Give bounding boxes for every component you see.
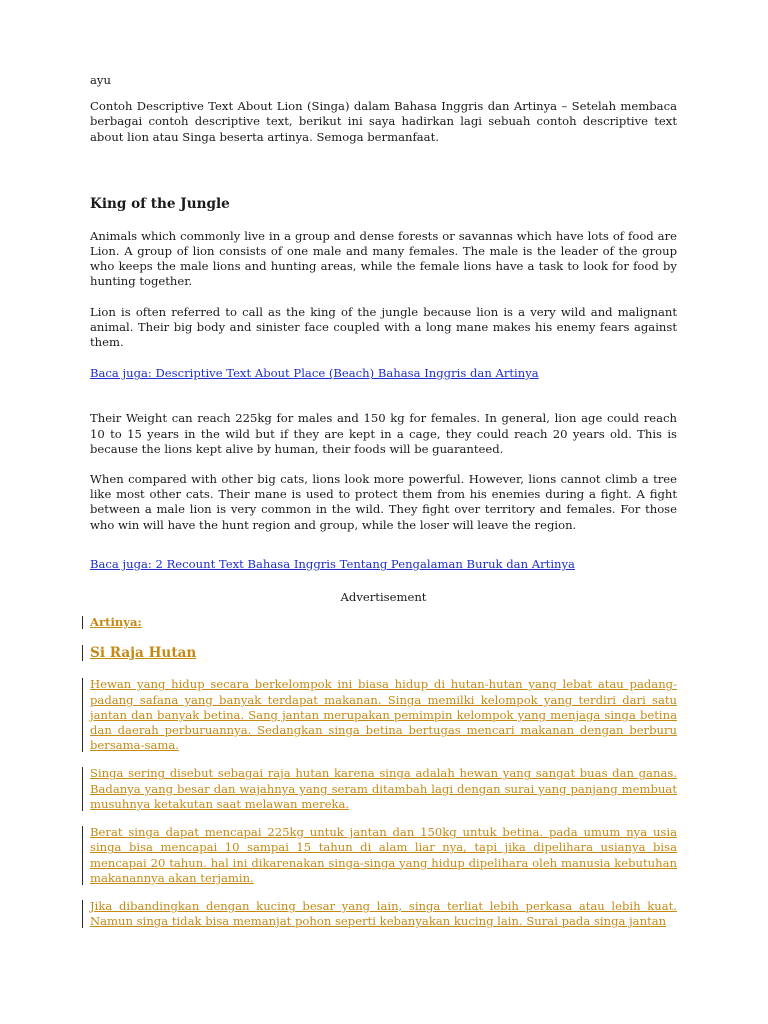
translation-heading: Si Raja Hutan [90,644,677,662]
advertisement-label: Advertisement [340,590,427,605]
english-paragraph-4: When compared with other big cats, lions look more powerful. However, lions cannot climb a tree like most other cats. Their mane is used to protect them from his enemies during a fight. A fight between a male lion is very common in the wild. They fight over territory and females. For those who win will have the hunt region and group, while the loser will leave the region. [90,472,677,532]
english-paragraph-2: Lion is often referred to call as the king of the jungle because lion is a very wild and malignant animal. Their big body and sinister face coupled with a long mane makes his enemy fears against them. [90,304,677,350]
related-link-1-line [90,366,677,381]
author-name: ayu [90,73,111,87]
related-link-2[interactable]: Baca juga: 2 Recount Text Bahasa Inggris Tentang Pengalaman Buruk dan Artinya [90,556,575,571]
english-paragraph-1: Animals which commonly live in a group and dense forests or savannas which have lots of food are Lion. A group of lion consists of one male and many females. The male is the leader of the group who keeps the male lions and hunting areas, while the female lions have a task to look for food by hunting together. [90,228,677,289]
english-paragraph-3: Their Weight can reach 225kg for males and 150 kg for females. In general, lion age could reach 10 to 15 years in the wild but if they are kept in a cage, they could reach 20 years old. This is because the lions kept alive by human, their foods will be guaranteed. [90,411,677,456]
translation-paragraph-4: Jika dibandingkan dengan kucing besar yang lain, singa terliat lebih perkasa atau lebih kuat. Namun singa tidak bisa memanjat pohon seperti kebanyakan kucing lain. Surai pada singa jantan [90,898,677,929]
translation-paragraph-3: Berat singa dapat mencapai 225kg untuk jantan dan 150kg untuk betina. pada umum nya usia singa bisa mencapai 10 sampai 15 tahun di alam liar nya, tapi jika dipelihara usianya bisa mencapai 20 tahun. hal ini dikarenakan singa-singa yang hidup dipelihara oleh manusia kebutuhan makanannya akan terjamin. [90,825,677,885]
translation-paragraph-2: Singa sering disebut sebagai raja hutan karena singa adalah hewan yang sangat buas dan ganas. Badanya yang besar dan wajahnya yang seram ditambah lagi dengan surai yang panjang membuat musuhnya ketakutan saat melawan mereka. [90,766,677,811]
english-heading: King of the Jungle [90,195,230,212]
related-link-2-line [90,557,677,572]
intro-paragraph: Contoh Descriptive Text About Lion (Singa) dalam Bahasa Inggris dan Artinya – Setelah membaca berbagai contoh descriptive text, berikut ini saya hadirkan lagi sebuah contoh descriptive text about lion atau Singa beserta artinya. Semoga bermanfaat. [90,99,677,144]
related-link-1[interactable]: Baca juga: Descriptive Text About Place (Beach) Bahasa Inggris dan Artinya [90,366,539,381]
translation-paragraph-1: Hewan yang hidup secara berkelompok ini biasa hidup di hutan-hutan yang lebat atau padang-padang safana yang banyak terdapat makanan. Singa memilki kelompok yang terdiri dari satu jantan dan banyak betina. Sang jantan merupakan pemimpin kelompok yang menjaga singa betina dan daerah perburuannya. Sedangkan singa betina bertugas mencari makanan dengan berburu bersama-sama. [90,677,677,753]
translation-label: Artinya: [90,615,677,630]
